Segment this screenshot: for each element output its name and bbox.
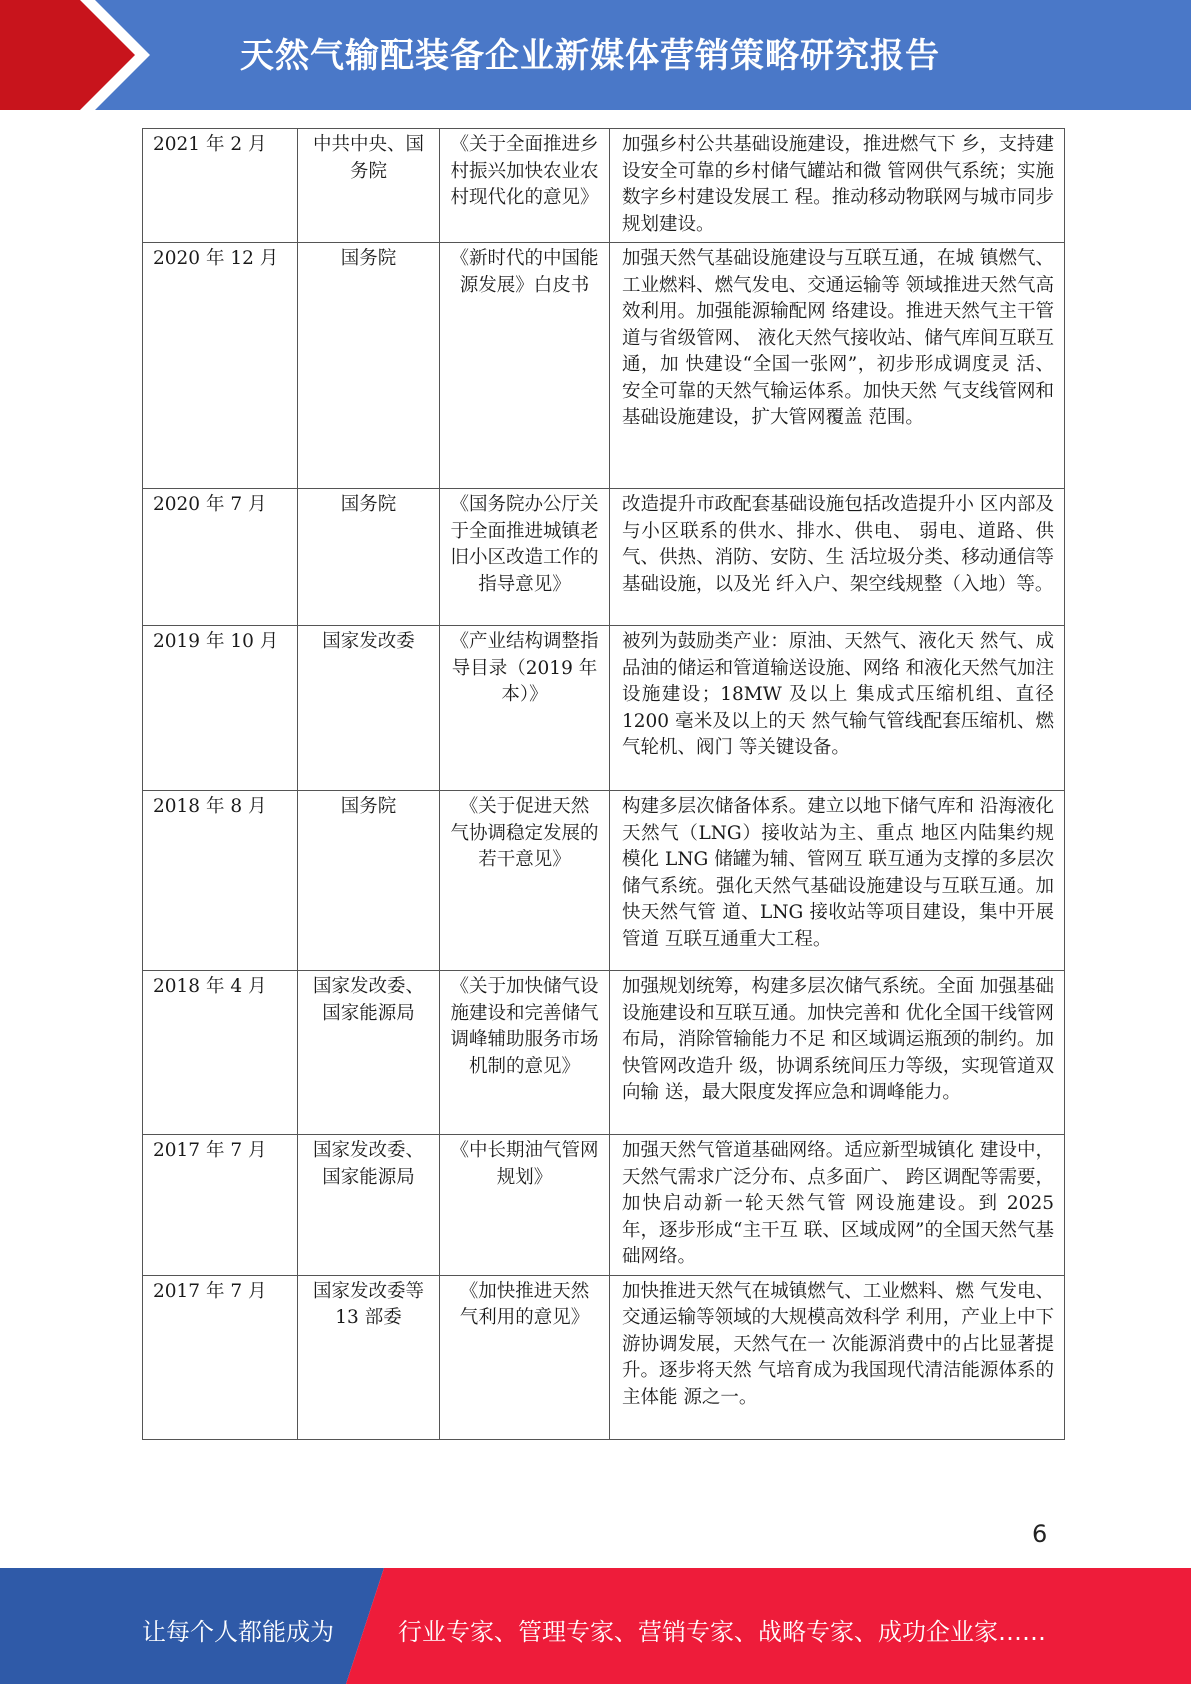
policy-document: 《关于促进天然 气协调稳定发展的若干意见》 <box>440 791 610 971</box>
policy-date: 2018 年 8 月 <box>143 791 298 971</box>
page-number: 6 <box>1032 1520 1048 1548</box>
policy-content: 改造提升市政配套基础设施包括改造提升小 区内部及与小区联系的供水、排水、供电、 弱电、道路、供气、供热、消防、安防、生 活垃圾分类、移动通信等基础设施，以及光 纤入户、架空线规整（入地）等。 <box>610 489 1065 626</box>
issuing-department: 国家发改委 <box>298 626 440 791</box>
policy-content: 加强天然气管道基础网络。适应新型城镇化 建设中，天然气需求广泛分布、点多面广、 跨区调配等需要，加快启动新一轮天然气管 网设施建设。到 2025 年，逐步形成“主干互 联、区域成网”的全国天然气基础网络。 <box>610 1135 1065 1276</box>
policy-date: 2018 年 4 月 <box>143 971 298 1135</box>
policy-document: 《新时代的中国能源发展》白皮书 <box>440 243 610 489</box>
policy-document: 《关于加快储气设施建设和完善储气调峰辅助服务市场机制的意见》 <box>440 971 610 1135</box>
policy-content: 被列为鼓励类产业：原油、天然气、液化天 然气、成品油的储运和管道输送设施、网络 和液化天然气加注设施建设；18MW 及以上 集成式压缩机组、直径 1200 毫米及以上的天 然气输气管线配套压缩机、燃气轮机、阀门 等关键设备。 <box>610 626 1065 791</box>
table-row <box>143 489 1065 626</box>
issuing-department: 国务院 <box>298 489 440 626</box>
table-row <box>143 129 1065 243</box>
header-title: 天然气输配装备企业新媒体营销策略研究报告 <box>240 36 940 76</box>
header-red-chevron <box>0 0 150 110</box>
table-row <box>143 971 1065 1135</box>
policy-date: 2021 年 2 月 <box>143 129 298 243</box>
policy-date: 2019 年 10 月 <box>143 626 298 791</box>
table-row <box>143 1135 1065 1276</box>
table-row <box>143 626 1065 791</box>
header-banner <box>0 0 1191 110</box>
policy-document: 《产业结构调整指导目录（2019 年本）》 <box>440 626 610 791</box>
policy-document: 《中长期油气管网规划》 <box>440 1135 610 1276</box>
policy-document: 《关于全面推进乡村振兴加快农业农村现代化的意见》 <box>440 129 610 243</box>
policy-content: 加强乡村公共基础设施建设，推进燃气下 乡，支持建设安全可靠的乡村储气罐站和微 管网供气系统；实施数字乡村建设发展工 程。推动移动物联网与城市同步规划建设。 <box>610 129 1065 243</box>
issuing-department: 国家发改委等 13 部委 <box>298 1275 440 1439</box>
footer-slogan-right: 行业专家、管理专家、营销专家、战略专家、成功企业家…… <box>398 1618 1046 1646</box>
policy-date: 2020 年 7 月 <box>143 489 298 626</box>
issuing-department: 国务院 <box>298 791 440 971</box>
policy-content: 加强规划统筹，构建多层次储气系统。全面 加强基础设施建设和互联互通。加快完善和 优化全国干线管网布局，消除管输能力不足 和区域调运瓶颈的制约。加快管网改造升 级，协调系统间压力等级，实现管道双向输 送，最大限度发挥应急和调峰能力。 <box>610 971 1065 1135</box>
issuing-department: 国务院 <box>298 243 440 489</box>
table-row <box>143 243 1065 489</box>
policy-date: 2017 年 7 月 <box>143 1275 298 1439</box>
policy-content: 加快推进天然气在城镇燃气、工业燃料、燃 气发电、交通运输等领域的大规模高效科学 利用，产业上中下游协调发展，天然气在一 次能源消费中的占比显著提升。逐步将天然 气培育成为我国现代清洁能源体系的主体能 源之一。 <box>610 1275 1065 1439</box>
footer-slogan-left: 让每个人都能成为 <box>142 1618 334 1646</box>
table-row <box>143 1275 1065 1439</box>
issuing-department: 中共中央、国务院 <box>298 129 440 243</box>
issuing-department: 国家发改委、国家能源局 <box>298 1135 440 1276</box>
policy-date: 2017 年 7 月 <box>143 1135 298 1276</box>
policy-content: 加强天然气基础设施建设与互联互通，在城 镇燃气、工业燃料、燃气发电、交通运输等 领域推进天然气高效利用。加强能源输配网 络建设。推进天然气主干管道与省级管网、 液化天然气接收站、储气库间互联互通，加 快建设“全国一张网”，初步形成调度灵 活、安全可靠的天然气输运体系。加快天然 气支线管网和基础设施建设，扩大管网覆盖 范围。 <box>610 243 1065 489</box>
issuing-department: 国家发改委、国家能源局 <box>298 971 440 1135</box>
policy-document: 《国务院办公厅关于全面推进城镇老旧小区改造工作的指导意见》 <box>440 489 610 626</box>
policy-table <box>142 128 1065 1440</box>
table-row <box>143 791 1065 971</box>
policy-content: 构建多层次储备体系。建立以地下储气库和 沿海液化天然气（LNG）接收站为主、重点 地区内陆集约规模化 LNG 储罐为辅、管网互 联互通为支撑的多层次储气系统。强化天然气基础设施建设与互联互通。加快天然气管 道、LNG 接收站等项目建设，集中开展管道 互联互通重大工程。 <box>610 791 1065 971</box>
policy-date: 2020 年 12 月 <box>143 243 298 489</box>
policy-document: 《加快推进天然 气利用的意见》 <box>440 1275 610 1439</box>
